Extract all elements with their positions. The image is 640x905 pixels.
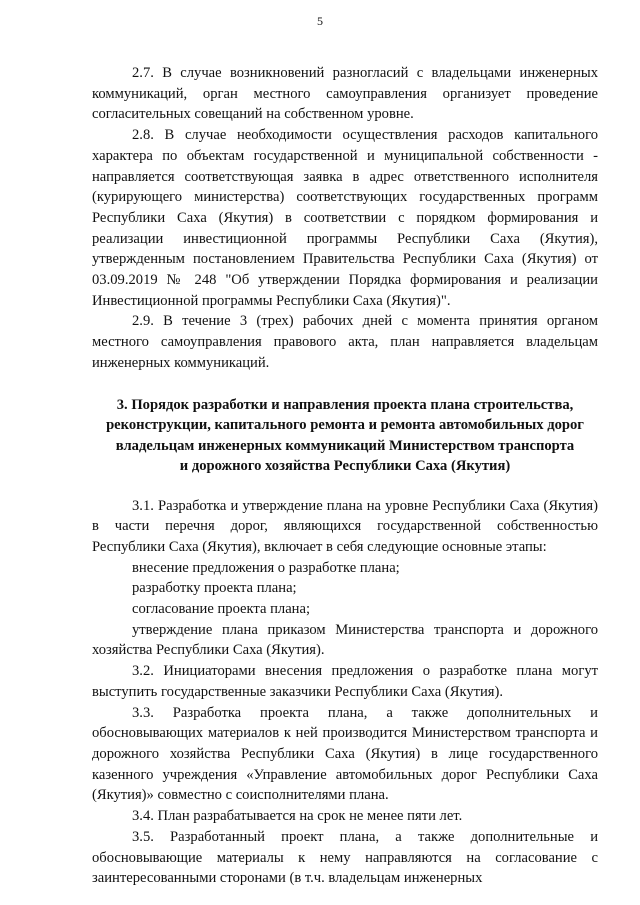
heading-line-3: владельцам инженерных коммуникаций Министерством транспорта	[115, 437, 575, 454]
section-3-heading	[92, 395, 598, 477]
list-item-stage-3: согласование проекта плана;	[132, 601, 311, 618]
paragraph-2-9: 2.9. В течение 3 (трех) рабочих дней с момента принятия органом местного самоуправления правового акта, план направляется владельцам инженерных коммуникаций.	[92, 313, 598, 371]
list-item-stage-2: разработку проекта плана;	[132, 580, 297, 597]
list-item-stage-1: внесение предложения о разработке плана;	[132, 559, 400, 576]
paragraph-3-2: 3.2. Инициаторами внесения предложения о разработке плана могут выступить государственные заказчики Республики Саха (Якутия).	[92, 663, 598, 700]
heading-line-2: реконструкции, капитального ремонта и ремонта автомобильных дорог	[106, 417, 584, 434]
heading-line-4: и дорожного хозяйства Республики Саха (Якутия)	[179, 458, 511, 475]
paragraph-2-7: 2.7. В случае возникновений разногласий с владельцами инженерных коммуникаций, орган местного самоуправления организует проведение согласительных совещаний на собственном уровне.	[92, 65, 598, 123]
paragraph-3-3: 3.3. Разработка проекта плана, а также дополнительных и обосновывающих материалов к ней производится Министерством транспорта и дорожного хозяйства Республики Саха (Якутия) в лице государственного казенного учреждения «Управление автомобильных дорог Республики Саха (Якутия)» совместно с соисполнителями плана.	[92, 704, 598, 804]
document-body	[92, 63, 598, 889]
paragraph-3-5: 3.5. Разработанный проект плана, а также дополнительные и обосновывающие материалы к нему направляются на согласование с заинтересованными сторонами (в т.ч. владельцам инженерных	[92, 828, 598, 887]
heading-line-1: 3. Порядок разработки и направления проекта плана строительства,	[116, 396, 574, 413]
paragraph-2-8: 2.8. В случае необходимости осуществления расходов капитального характера по объектам государственной и муниципальной собственности - направляется соответствующая заявка в адрес ответственного исполнителя (курирующего министерства) соответствующих государственных программ Республики Саха (Якутия) в соответствии с порядком формирования и реализации инвестиционной программы Республики Саха (Якутия), утвержденным постановлением Правительства Республики Саха (Якутия) от 03.09.2019 № 248 "Об утверждении Порядка формирования и реализации Инвестиционной программы Республики Саха (Якутия)".	[92, 127, 598, 309]
paragraph-3-1: 3.1. Разработка и утверждение плана на уровне Республики Саха (Якутия) в части перечня дорог, являющихся государственной собственностью Республики Саха (Якутия), включает в себя следующие основные этапы:	[92, 497, 598, 555]
paragraph-3-4: 3.4. План разрабатывается на срок не менее пяти лет.	[132, 808, 463, 825]
page-number: 5	[317, 14, 323, 28]
list-item-stage-4: утверждение плана приказом Министерства транспорта и дорожного хозяйства Республики Саха (Якутия).	[92, 621, 598, 659]
